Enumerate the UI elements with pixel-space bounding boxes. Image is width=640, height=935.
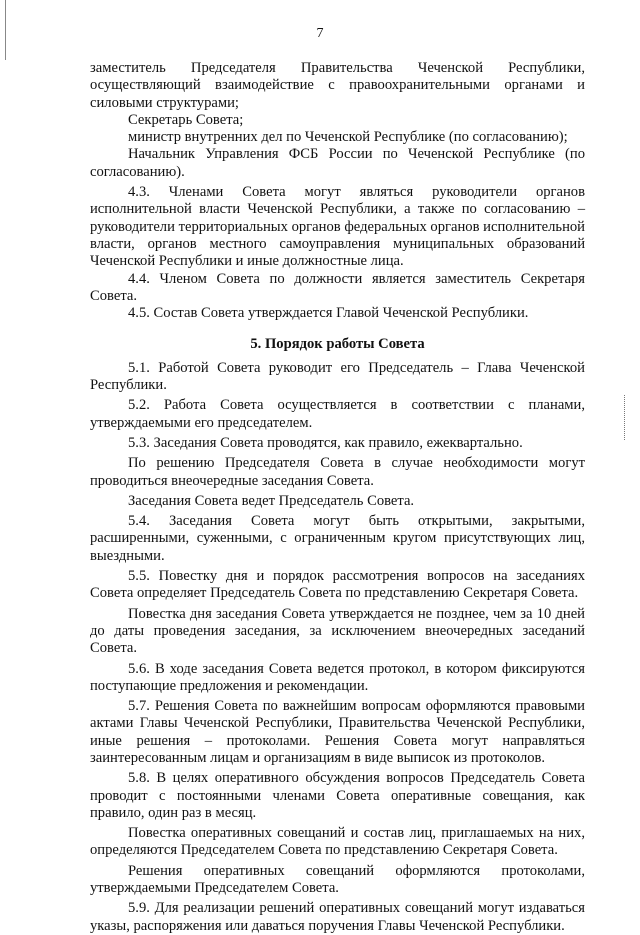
scan-edge-mark — [624, 395, 626, 440]
paragraph: 5.5. Повестку дня и порядок рассмотрения вопросов на заседаниях Совета определяет Председатель Совета по представлению Секретаря Совета. — [90, 568, 585, 602]
paragraph: Начальник Управления ФСБ России по Чеченской Республике (по согласованию). — [90, 146, 585, 180]
paragraph: Повестка дня заседания Совета утверждается не позднее, чем за 10 дней до даты проведения заседания, за исключением внеочередных заседаний Совета. — [90, 605, 585, 657]
scan-edge-mark — [5, 0, 6, 60]
paragraph: заместитель Председателя Правительства Чеченской Республики, осуществляющий взаимодействие с правоохранительными органами и силовыми структурами; — [90, 60, 585, 111]
paragraph: 5.3. Заседания Совета проводятся, как правило, ежеквартально. — [128, 434, 523, 451]
paragraph: По решению Председателя Совета в случае необходимости могут проводиться внеочередные заседания Совета. — [90, 455, 585, 489]
page-number: 7 — [316, 26, 324, 41]
paragraph: 5.4. Заседания Совета могут быть открытыми, закрытыми, расширенными, суженными, с ограниченным кругом присутствующих лиц, выездными. — [90, 513, 585, 564]
paragraph: Заседания Совета ведет Председатель Совета. — [128, 492, 415, 509]
paragraph: 4.3. Членами Совета могут являться руководители органов исполнительной власти Чеченской Республики, а также по согласованию – руководители территориальных органов федеральных органов исполнительной власти, органов местного самоуправления муниципальных образований Чеченской Республики и иные должностные лица. — [90, 184, 585, 270]
paragraph: Решения оперативных совещаний оформляются протоколами, утверждаемыми Председателем Совета. — [90, 862, 585, 897]
paragraph: Повестка оперативных совещаний и состав лиц, приглашаемых на них, определяются Председателем Совета по представлению Секретаря Совета. — [90, 825, 585, 859]
paragraph: 5.1. Работой Совета руководит его Председатель – Глава Чеченской Республики. — [90, 359, 585, 394]
paragraph: 5.9. Для реализации решений оперативных совещаний могут издаваться указы, распоряжения или даваться поручения Главы Чеченской Республики. — [90, 900, 585, 934]
section-heading: 5. Порядок работы Совета — [250, 336, 425, 353]
paragraph: 5.2. Работа Совета осуществляется в соответствии с планами, утверждаемыми его председателем. — [90, 397, 585, 431]
paragraph: министр внутренних дел по Чеченской Республике (по согласованию); — [128, 129, 568, 146]
paragraph: Секретарь Совета; — [128, 111, 244, 128]
paragraph: 5.6. В ходе заседания Совета ведется протокол, в котором фиксируются поступающие предложения и рекомендации. — [90, 660, 585, 694]
paragraph: 5.7. Решения Совета по важнейшим вопросам оформляются правовыми актами Главы Чеченской Республики, Правительства Чеченской Республики, иные решения – протоколами. Решения Совета могут направляться заинтересованным лицам и организациям в виде выписок из протоколов. — [90, 698, 585, 766]
paragraph: 5.8. В целях оперативного обсуждения вопросов Председатель Совета проводит с постоянными членами Совета оперативные совещания, как правило, один раз в месяц. — [90, 770, 585, 821]
paragraph: 4.4. Членом Совета по должности является заместитель Секретаря Совета. — [90, 270, 585, 304]
paragraph: 4.5. Состав Совета утверждается Главой Чеченской Республики. — [128, 305, 529, 322]
document-body — [90, 60, 585, 935]
